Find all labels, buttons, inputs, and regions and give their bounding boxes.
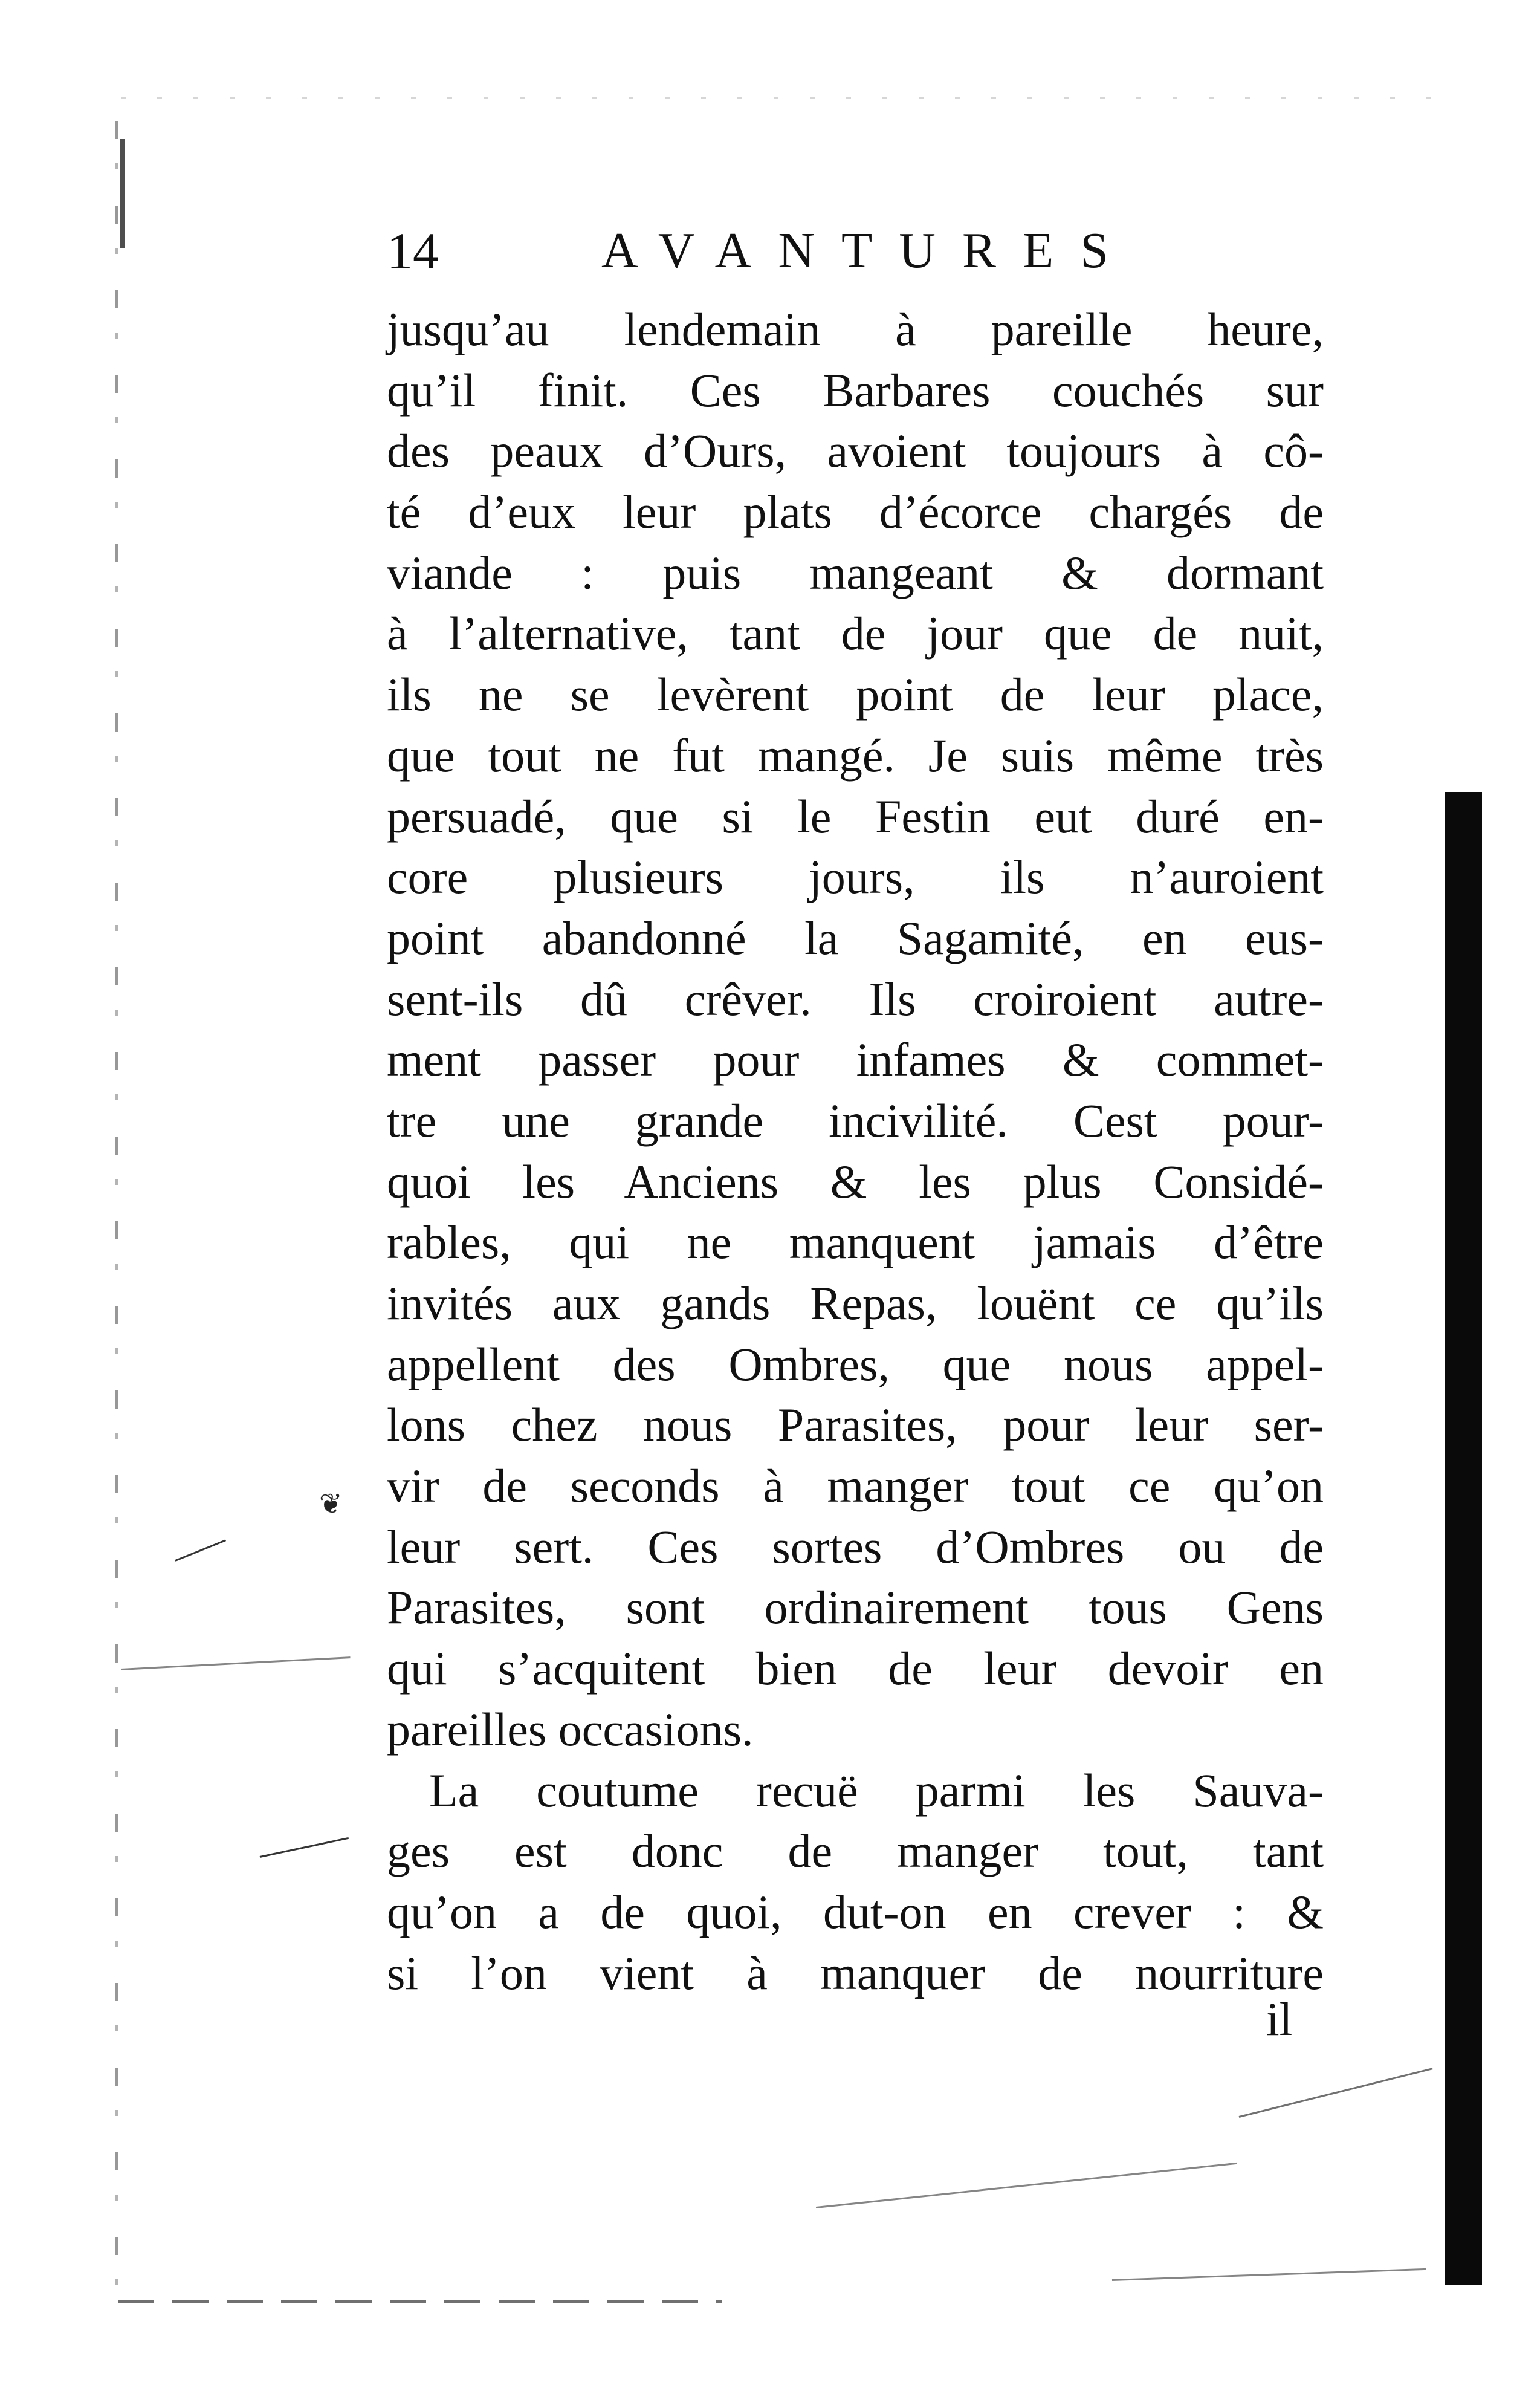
margin-ornament-icon: ❦: [319, 1487, 343, 1520]
text-line: point abandonné la Sagamité, en eus-: [387, 911, 1324, 964]
text-line: des peaux d’Ours, avoient toujours à cô-: [387, 424, 1324, 478]
text-line: ils ne se levèrent point de leur place,: [387, 668, 1324, 721]
text-line: leur sert. Ces sortes d’Ombres ou de: [387, 1520, 1324, 1573]
text-line: qu’on a de quoi, dut-on en crever : &: [387, 1885, 1324, 1938]
scan-left-edge: [115, 121, 118, 2297]
text-line: persuadé, que si le Festin eut duré en-: [387, 790, 1324, 843]
text-line: core plusieurs jours, ils n’auroient: [387, 851, 1324, 904]
text-line: La coutume recuë parmi les Sauva-: [429, 1763, 1324, 1817]
catchword: il: [1266, 1993, 1293, 2045]
text-line: lons chez nous Parasites, pour leur ser-: [387, 1398, 1324, 1452]
page-number: 14: [387, 222, 439, 280]
text-line: tre une grande incivilité. Cest pour-: [387, 1094, 1324, 1147]
scan-stray-mark: [260, 1837, 349, 1858]
scan-stray-mark: [1239, 2068, 1433, 2118]
scan-speckle: [121, 97, 1451, 99]
text-line: si l’on vient à manquer de nourriture: [387, 1946, 1324, 1999]
text-line: qui s’acquitent bien de leur devoir en: [387, 1642, 1324, 1695]
scan-bottom-edge: [118, 2300, 722, 2303]
text-line: sent-ils dû crêver. Ils croiroient autre-: [387, 972, 1324, 1025]
running-head: [387, 218, 1330, 284]
scan-stray-mark: [1112, 2268, 1426, 2281]
text-line: à l’alternative, tant de jour que de nuit,: [387, 607, 1324, 660]
text-line: quoi les Anciens & les plus Considé-: [387, 1155, 1324, 1208]
text-line: qu’il finit. Ces Barbares couchés sur: [387, 363, 1324, 417]
text-line: té d’eux leur plats d’écorce chargés de: [387, 485, 1324, 539]
text-line: ment passer pour infames & commet-: [387, 1033, 1324, 1086]
scan-stray-mark: [816, 2163, 1237, 2208]
scan-right-bar: [1445, 792, 1482, 2285]
text-line: ges est donc de manger tout, tant: [387, 1825, 1324, 1878]
text-line: appellent des Ombres, que nous appel-: [387, 1337, 1324, 1390]
text-line: rables, qui ne manquent jamais d’être: [387, 1216, 1324, 1269]
text-line: viande : puis mangeant & dormant: [387, 546, 1324, 599]
body-text: [387, 299, 1324, 2004]
scan-stray-mark: [175, 1539, 226, 1561]
text-line: invités aux gands Repas, louënt ce qu’ils: [387, 1277, 1324, 1329]
scan-stray-mark: [121, 1656, 351, 1670]
scan-left-mark: [120, 139, 125, 248]
text-line: Parasites, sont ordinairement tous Gens: [387, 1581, 1324, 1634]
text-line: que tout ne fut mangé. Je suis même très: [387, 728, 1324, 782]
running-title: AVANTURES: [601, 222, 1136, 279]
text-line: jusqu’au lendemain à pareille heure,: [387, 303, 1324, 355]
text-line: pareilles occasions.: [387, 1702, 754, 1756]
text-line: vir de seconds à manger tout ce qu’on: [387, 1459, 1324, 1513]
